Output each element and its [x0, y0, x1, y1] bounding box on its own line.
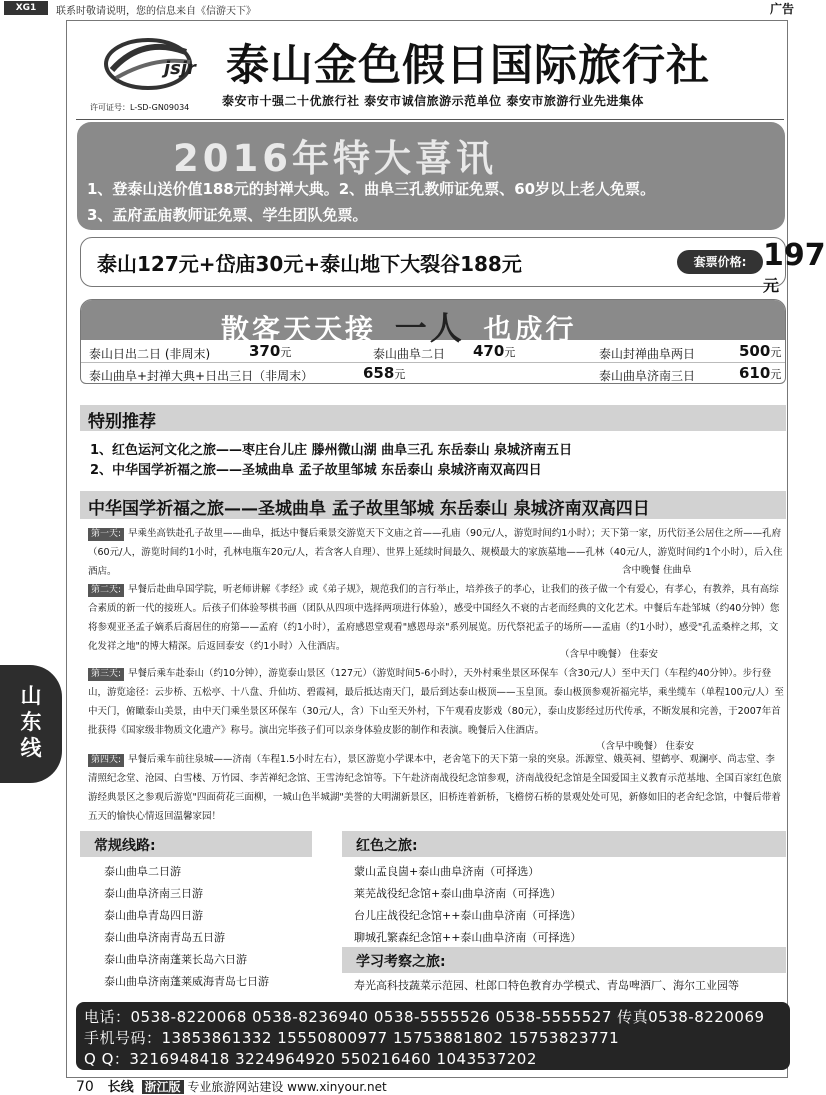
- special-item: 1、红色运河文化之旅——枣庄台儿庄 滕州微山湖 曲阜三孔 东岳泰山 泉城济南五日: [90, 443, 573, 458]
- day-text: 早乘坐高铁赴孔子故里——曲阜，抵达中餐后乘景交游览天下文庙之首——孔庙（90元/人，游览时间约1小时）；天下第一家，历代衍圣公居住之所——孔府（60元/人，游览时间约1小时，孔林电瓶车20元/人，若含客人自理）、世界上延续时间最久、规模最大的家族墓地——孔林（40元/人，游览时间约1个小时），后入住酒店。: [88, 528, 783, 577]
- promo-box: [77, 122, 785, 230]
- day-tag: 第一天:: [88, 528, 124, 541]
- slogan-part: 也成行: [483, 313, 577, 346]
- region-tab: [0, 665, 62, 783]
- qq-numbers: Q Q：3216948418 3224964920 550216460 1043537202: [84, 1050, 537, 1068]
- route-price: 500元: [739, 342, 782, 360]
- ad-label: 广告: [769, 2, 794, 16]
- route-name: 泰山曲阜济南三日: [599, 369, 696, 383]
- special-title: 特别推荐: [88, 412, 156, 432]
- special-header: [80, 405, 786, 431]
- itinerary-day: [88, 580, 784, 656]
- day-text: 早餐后乘车赴泰山（约10分钟），游览泰山景区（127元）（游览时间5-6小时），天外村乘坐景区环保车（含30元/人）至中天门（车程约40分钟）。步行登山，游览途径：云步桥、五松亭、十八盘、升仙坊、碧霞祠，最后抵达南天门，最后到达泰山极顶——玉皇顶。泰山极顶参观祈福完毕，乘坐缆车（单程100元/人）至中天门，俯瞰泰山美景，由中天门乘坐景区环保车（30元/人，含）下山至天外村，下午观看皮影戏（80元），泰山皮影经过历代传承，不断发展和完善，于2007年首批获得《国家级非物质文化遗产》称号。演出完毕孩子们可以亲身体验皮影的制作和表演。晚餐后入住酒店。: [88, 668, 784, 736]
- price-row: [81, 363, 785, 385]
- study-tour-header: [342, 947, 786, 973]
- route-item: 泰山曲阜济南三日游: [104, 887, 203, 900]
- page-number: 70: [76, 1079, 94, 1095]
- day-tag: 第三天:: [88, 668, 124, 681]
- study-tour-text: 寿光高科技蔬菜示范园、杜郎口特色教育办学模式、青岛啤酒厂、海尔工业园等: [354, 979, 739, 992]
- route-item: 泰山曲阜青岛四日游: [104, 909, 203, 922]
- slogan-bar: [81, 300, 785, 347]
- slogan-part: 散客天天接: [221, 313, 377, 346]
- package-text: 泰山127元+岱庙30元+泰山地下大裂谷188元: [97, 252, 522, 276]
- promo-title: 2016年特大喜讯: [173, 137, 497, 180]
- package-price-unit: 元: [763, 276, 780, 295]
- route-item: 聊城孔繁森纪念馆++泰山曲阜济南（可择选）: [354, 931, 582, 944]
- route-item: 泰山曲阜济南蓬莱长岛六日游: [104, 953, 247, 966]
- promo-line: 3、孟府孟庙教师证免票、学生团队免票。: [87, 206, 368, 224]
- phone-numbers: 电话：0538-8220068 0538-8236940 0538-5555526 0538-5555527 传真0538-8220069: [84, 1008, 765, 1026]
- slogan-emphasis: 一人: [394, 309, 465, 347]
- route-name: 泰山曲阜二日: [373, 347, 446, 361]
- license-number: 许可证号：L-SD-GN09034: [90, 103, 190, 112]
- page-footer: [76, 1076, 387, 1095]
- route-item: 泰山曲阜济南蓬莱威海青岛七日游: [104, 975, 269, 988]
- red-tour-header: [342, 831, 786, 857]
- itinerary-day: [88, 664, 784, 740]
- footer-url: 专业旅游网站建设 www.xinyour.net: [187, 1080, 387, 1094]
- day-text: 早餐后乘车前往泉城——济南（车程1.5小时左右），景区游览小学课本中，老舍笔下的天下第一泉的突泉。泺源堂、娥英祠、望鹤亭、观澜亭、尚志堂、李清照纪念堂、沧园、白雪楼、万竹园、李苦禅纪念馆、王雪涛纪念馆等。下午赴济南战役纪念馆参观，济南战役纪念馆是全国爱国主义教育示范基地、全国百家红色旅游经典景区之参观后游览"四面荷花三面柳，一城山色半城湖"美誉的大明湖新景区，旧桥连着新桥，飞檐傍石桥的景观处处可见，新修如旧的老舍纪念馆，中餐后带着五天的愉快心情返回温馨家园！: [88, 754, 782, 822]
- day-meal: 含中晚餐 住曲阜: [622, 565, 692, 576]
- day-meal: （含早中晚餐） 住泰安: [560, 649, 659, 660]
- route-item: 莱芜战役纪念馆+泰山曲阜济南（可择选）: [354, 887, 562, 900]
- regular-routes-header: [80, 831, 312, 857]
- route-price: 470元: [473, 342, 516, 360]
- special-item: 2、中华国学祈福之旅——圣城曲阜 孟子故里邹城 东岳泰山 泉城济南双高四日: [90, 463, 542, 478]
- company-name: 泰山金色假日国际旅行社: [226, 41, 710, 91]
- package-price: [763, 238, 826, 296]
- price-table: [80, 299, 786, 384]
- route-price: 610元: [739, 364, 782, 382]
- company-header: [76, 26, 784, 118]
- day-meal: （含早中晚餐） 住泰安: [596, 741, 695, 752]
- top-strip: [0, 0, 800, 18]
- route-item: 泰山曲阜济南青岛五日游: [104, 931, 225, 944]
- itinerary-day: [88, 750, 784, 826]
- region-tab-char: 线: [20, 736, 42, 760]
- route-price: 370元: [249, 342, 292, 360]
- mobile-numbers: 手机号码：13853861332 15550800977 15753881802 15753823771: [84, 1029, 620, 1047]
- contact-note: 联系时敬请说明，您的信息来自《信游天下》: [56, 6, 256, 17]
- package-price-value: 197: [763, 238, 826, 273]
- day-text: 早餐后赴曲阜国学院，听老师讲解《孝经》或《弟子规》，规范我们的言行举止，培养孩子的孝心，让我们的孩子做一个有爱心，有孝心，有教养，具有高综合素质的新一代的接班人。后孩子们体验琴棋书画（团队从四项中选择两项进行体验），感受中国经久不衰的古老而经典的文化艺术。中餐后车赴邹城（约40分钟）您将参观亚圣孟子嫡系后裔居住的府第——孟府（约1小时），孟府感恩堂观看"感恩母亲"系列展览。历代祭祀孟子的场所——孟庙（约1小时），感受"孔孟桑梓之邦，文化发祥之地"的博大精深。后返回泰安（约1小时）入住酒店。: [88, 584, 780, 652]
- region-tab-char: 山: [20, 684, 42, 708]
- magazine-section: 长线: [107, 1080, 134, 1095]
- route-item: 蒙山孟良崮+泰山曲阜济南（可择选）: [354, 865, 540, 878]
- divider: [76, 119, 784, 120]
- itinerary-title: 中华国学祈福之旅——圣城曲阜 孟子故里邹城 东岳泰山 泉城济南双高四日: [88, 499, 650, 519]
- red-tour-title: 红色之旅:: [356, 838, 418, 854]
- route-item: 泰山曲阜二日游: [104, 865, 181, 878]
- regular-routes-title: 常规线路:: [94, 838, 156, 854]
- package-box: [80, 237, 826, 295]
- day-tag: 第四天:: [88, 754, 124, 767]
- price-row: [81, 341, 785, 363]
- region-tab-char: 东: [20, 710, 42, 734]
- logo-text: jsjr: [164, 58, 196, 79]
- promo-line: 1、登泰山送价值188元的封禅大典。2、曲阜三孔教师证免票、60岁以上老人免票。: [87, 180, 656, 198]
- route-price: 658元: [363, 364, 406, 382]
- magazine-brand: XG1: [4, 1, 48, 15]
- route-item: 台儿庄战役纪念馆++泰山曲阜济南（可择选）: [354, 909, 582, 922]
- day-tag: 第二天:: [88, 584, 124, 597]
- route-name: 泰山曲阜+封禅大典+日出三日（非周末）: [89, 369, 314, 383]
- itinerary-header: [80, 491, 786, 519]
- edition-tag: 浙江版: [142, 1080, 184, 1094]
- company-logo: [102, 32, 222, 96]
- route-name: 泰山封禅曲阜两日: [599, 347, 696, 361]
- contact-box: [76, 1002, 790, 1070]
- package-price-label: 套票价格:: [677, 250, 763, 274]
- route-name: 泰山日出二日 (非周末): [89, 347, 211, 361]
- company-honors: 泰安市十强二十优旅行社 泰安市诚信旅游示范单位 泰安市旅游行业先进集体: [222, 94, 644, 108]
- study-tour-title: 学习考察之旅:: [356, 954, 446, 970]
